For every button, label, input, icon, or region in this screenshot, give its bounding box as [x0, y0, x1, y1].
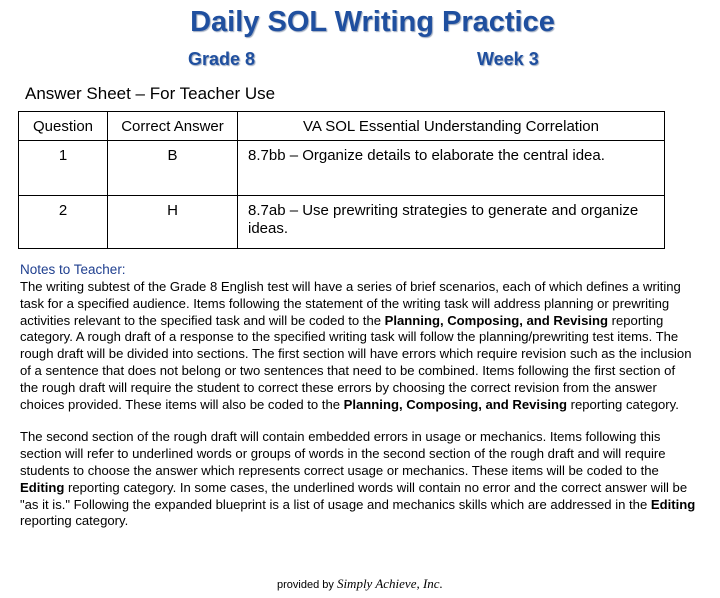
brand-name: Simply Achieve, Inc.: [336, 576, 443, 591]
answer-table: [18, 111, 665, 249]
notes-text: The writing subtest of the Grade 8 English test will have a series of brief scenarios, each of which defines a writing task for a specified audience. Items following the statement of the writing task will address planning or prewriting activities relevant to the specified task and will be coded to the: [20, 279, 681, 328]
reporting-category: Editing: [650, 496, 696, 512]
question-number: 1: [19, 141, 108, 196]
notes-paragraph: [20, 429, 696, 530]
correct-answer: B: [108, 141, 238, 196]
correlation-text: 8.7bb – Organize details to elaborate the central idea.: [238, 141, 665, 196]
notes-paragraph: [20, 279, 696, 413]
table-header-row: [19, 112, 665, 141]
notes-text: The second section of the rough draft will contain embedded errors in usage or mechanics. Items following this section will refer to underlined words or groups of words in the second section of the rough draft and will require students to choose the answer which represents correct usage or mechanics. These items will be coded to the: [20, 429, 666, 478]
footer-prefix: provided by: [277, 579, 337, 591]
page-title: Daily SOL Writing Practice: [190, 6, 555, 38]
notes-text: reporting category. In some cases, the underlined words will contain no error and the correct answer will be "as it is." Following the expanded blueprint is a list of usage and mechanics skills which are addressed in the: [20, 479, 688, 512]
column-header-correct-answer: Correct Answer: [108, 112, 238, 141]
reporting-category: Planning, Composing, and Revising: [343, 396, 567, 412]
answer-sheet-heading: Answer Sheet – For Teacher Use: [25, 84, 276, 103]
table-row: [19, 196, 665, 249]
notes-text: reporting category.: [567, 396, 679, 412]
column-header-correlation: VA SOL Essential Understanding Correlation: [238, 112, 665, 141]
week-label: Week 3: [477, 49, 539, 69]
correct-answer: H: [108, 196, 238, 249]
column-header-question: Question: [19, 112, 108, 141]
notes-body: [20, 279, 696, 546]
notes-label: Notes to Teacher:: [20, 262, 126, 277]
notes-text: reporting category. A rough draft of a response to the specified writing task will follow the planning/prewriting test items. The rough draft will be divided into sections. The first section will have errors which require revision such as the inclusion of a sentence that does not belong or two sentences that need to be combined. Items following the first section of the rough draft will require the student to correct these errors by choosing the correct revision from the answer choices provided. These items will also be coded to the: [20, 312, 692, 412]
question-number: 2: [19, 196, 108, 249]
reporting-category: Planning, Composing, and Revising: [384, 312, 608, 328]
grade-label: Grade 8: [188, 49, 256, 69]
correlation-text: 8.7ab – Use prewriting strategies to generate and organize ideas.: [238, 196, 665, 249]
reporting-category: Editing: [20, 479, 65, 495]
notes-text: reporting category.: [20, 513, 129, 529]
footer: [277, 576, 443, 592]
table-row: [19, 141, 665, 196]
